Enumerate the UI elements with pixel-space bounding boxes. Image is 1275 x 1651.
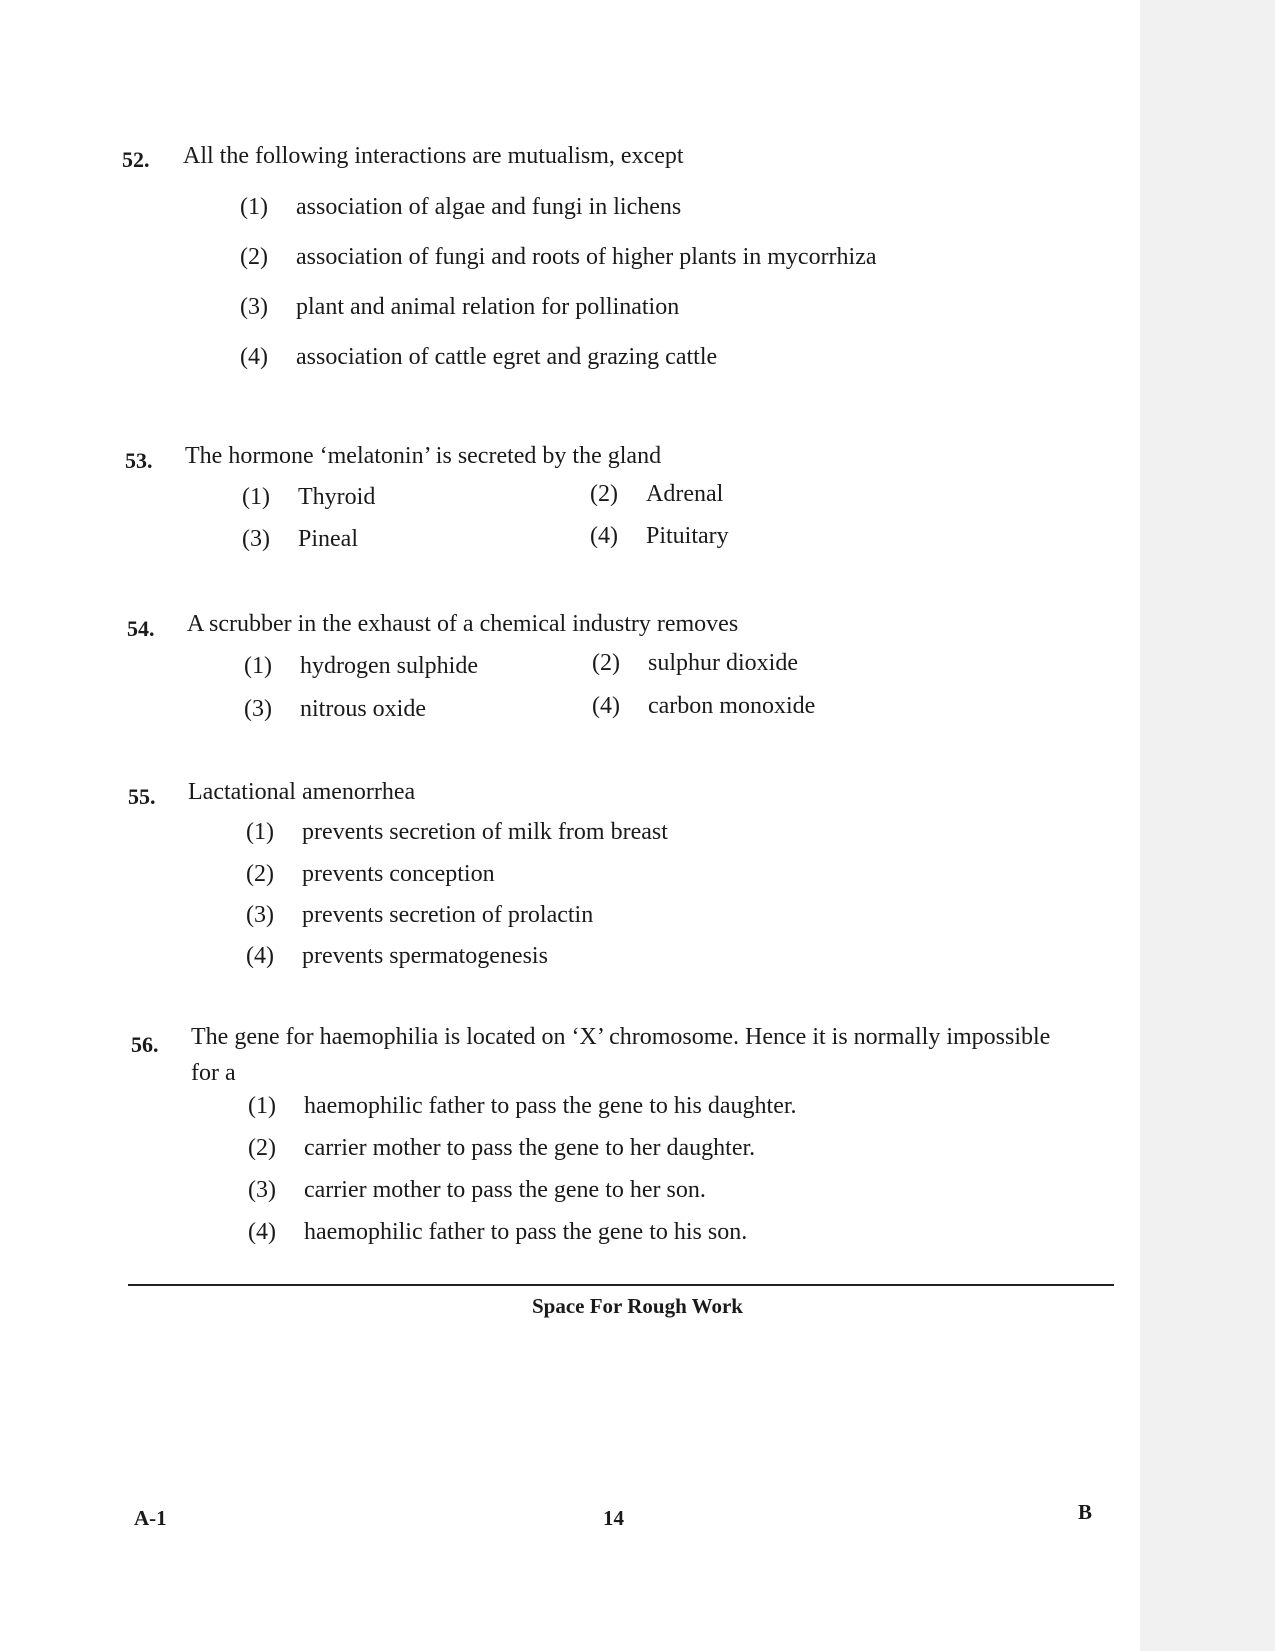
option-4 xyxy=(592,693,815,720)
option-text: haemophilic father to pass the gene to his son. xyxy=(304,1219,748,1245)
option-number: (2) xyxy=(240,244,268,270)
option-number: (1) xyxy=(246,819,274,845)
option-number: (1) xyxy=(244,653,272,679)
option-text: carbon monoxide xyxy=(648,693,816,719)
option-number: (4) xyxy=(246,943,274,969)
option-number: (2) xyxy=(246,861,274,887)
option-text: association of algae and fungi in lichens xyxy=(296,194,682,220)
option-number: (2) xyxy=(590,481,618,507)
option-text: Adrenal xyxy=(646,481,724,507)
option-1 xyxy=(244,653,478,680)
option-1 xyxy=(248,1093,797,1120)
option-text: prevents conception xyxy=(302,861,495,887)
option-number: (1) xyxy=(240,194,268,220)
option-text: carrier mother to pass the gene to her daughter. xyxy=(304,1135,756,1161)
question-text: A scrubber in the exhaust of a chemical industry removes xyxy=(187,611,739,637)
rough-work-divider xyxy=(128,1284,1114,1286)
option-4 xyxy=(590,523,729,550)
option-number: (3) xyxy=(246,902,274,928)
option-text: prevents spermatogenesis xyxy=(302,943,548,969)
option-text: plant and animal relation for pollination xyxy=(296,294,680,320)
page-edge-shadow xyxy=(1140,0,1275,1651)
question-text: The hormone ‘melatonin’ is secreted by the gland xyxy=(185,443,662,469)
option-text: Pineal xyxy=(298,526,358,552)
option-number: (3) xyxy=(242,526,270,552)
option-number: (4) xyxy=(592,693,620,719)
question-text: Lactational amenorrhea xyxy=(188,779,416,805)
option-2 xyxy=(248,1135,755,1162)
option-2 xyxy=(590,481,723,508)
option-1 xyxy=(240,194,681,221)
question-number: 56. xyxy=(131,1032,159,1057)
option-4 xyxy=(246,943,548,970)
option-2 xyxy=(246,861,495,888)
option-1 xyxy=(246,819,668,846)
option-text: nitrous oxide xyxy=(300,696,426,722)
option-3 xyxy=(244,696,426,723)
option-number: (3) xyxy=(240,294,268,320)
question-number: 54. xyxy=(127,616,155,641)
question-text-line-1: The gene for haemophilia is located on ‘X’ chromosome. Hence it is normally impossible xyxy=(191,1024,1051,1050)
option-number: (1) xyxy=(242,484,270,510)
rough-work-label: Space For Rough Work xyxy=(531,1294,743,1318)
option-text: hydrogen sulphide xyxy=(300,653,478,679)
option-text: sulphur dioxide xyxy=(648,650,798,676)
option-text: prevents secretion of prolactin xyxy=(302,902,594,928)
option-number: (2) xyxy=(248,1135,276,1161)
option-number: (3) xyxy=(244,696,272,722)
question-text: All the following interactions are mutualism, except xyxy=(183,143,684,169)
question-number: 52. xyxy=(122,147,150,172)
option-4 xyxy=(240,344,717,371)
option-3 xyxy=(248,1177,706,1204)
option-text: Pituitary xyxy=(646,523,729,549)
option-text: association of cattle egret and grazing cattle xyxy=(296,344,718,370)
option-text: Thyroid xyxy=(298,484,376,510)
option-number: (4) xyxy=(240,344,268,370)
footer-page-number: 14 xyxy=(603,1506,624,1530)
option-1 xyxy=(242,484,375,511)
option-2 xyxy=(240,244,877,271)
option-text: haemophilic father to pass the gene to his daughter. xyxy=(304,1093,797,1119)
option-3 xyxy=(240,294,679,321)
option-3 xyxy=(242,526,358,553)
option-text: prevents secretion of milk from breast xyxy=(302,819,668,845)
option-text: association of fungi and roots of higher plants in mycorrhiza xyxy=(296,244,877,270)
option-number: (4) xyxy=(590,523,618,549)
footer-series: B xyxy=(1078,1500,1093,1524)
option-3 xyxy=(246,902,593,929)
option-4 xyxy=(248,1219,747,1246)
footer-booklet-code: A-1 xyxy=(134,1506,167,1530)
option-number: (1) xyxy=(248,1093,276,1119)
question-number: 53. xyxy=(125,448,153,473)
question-text-line-2: for a xyxy=(191,1060,236,1086)
option-number: (3) xyxy=(248,1177,276,1203)
option-number: (4) xyxy=(248,1219,276,1245)
option-2 xyxy=(592,650,798,677)
question-number: 55. xyxy=(128,784,156,809)
option-number: (2) xyxy=(592,650,620,676)
option-text: carrier mother to pass the gene to her son. xyxy=(304,1177,706,1203)
